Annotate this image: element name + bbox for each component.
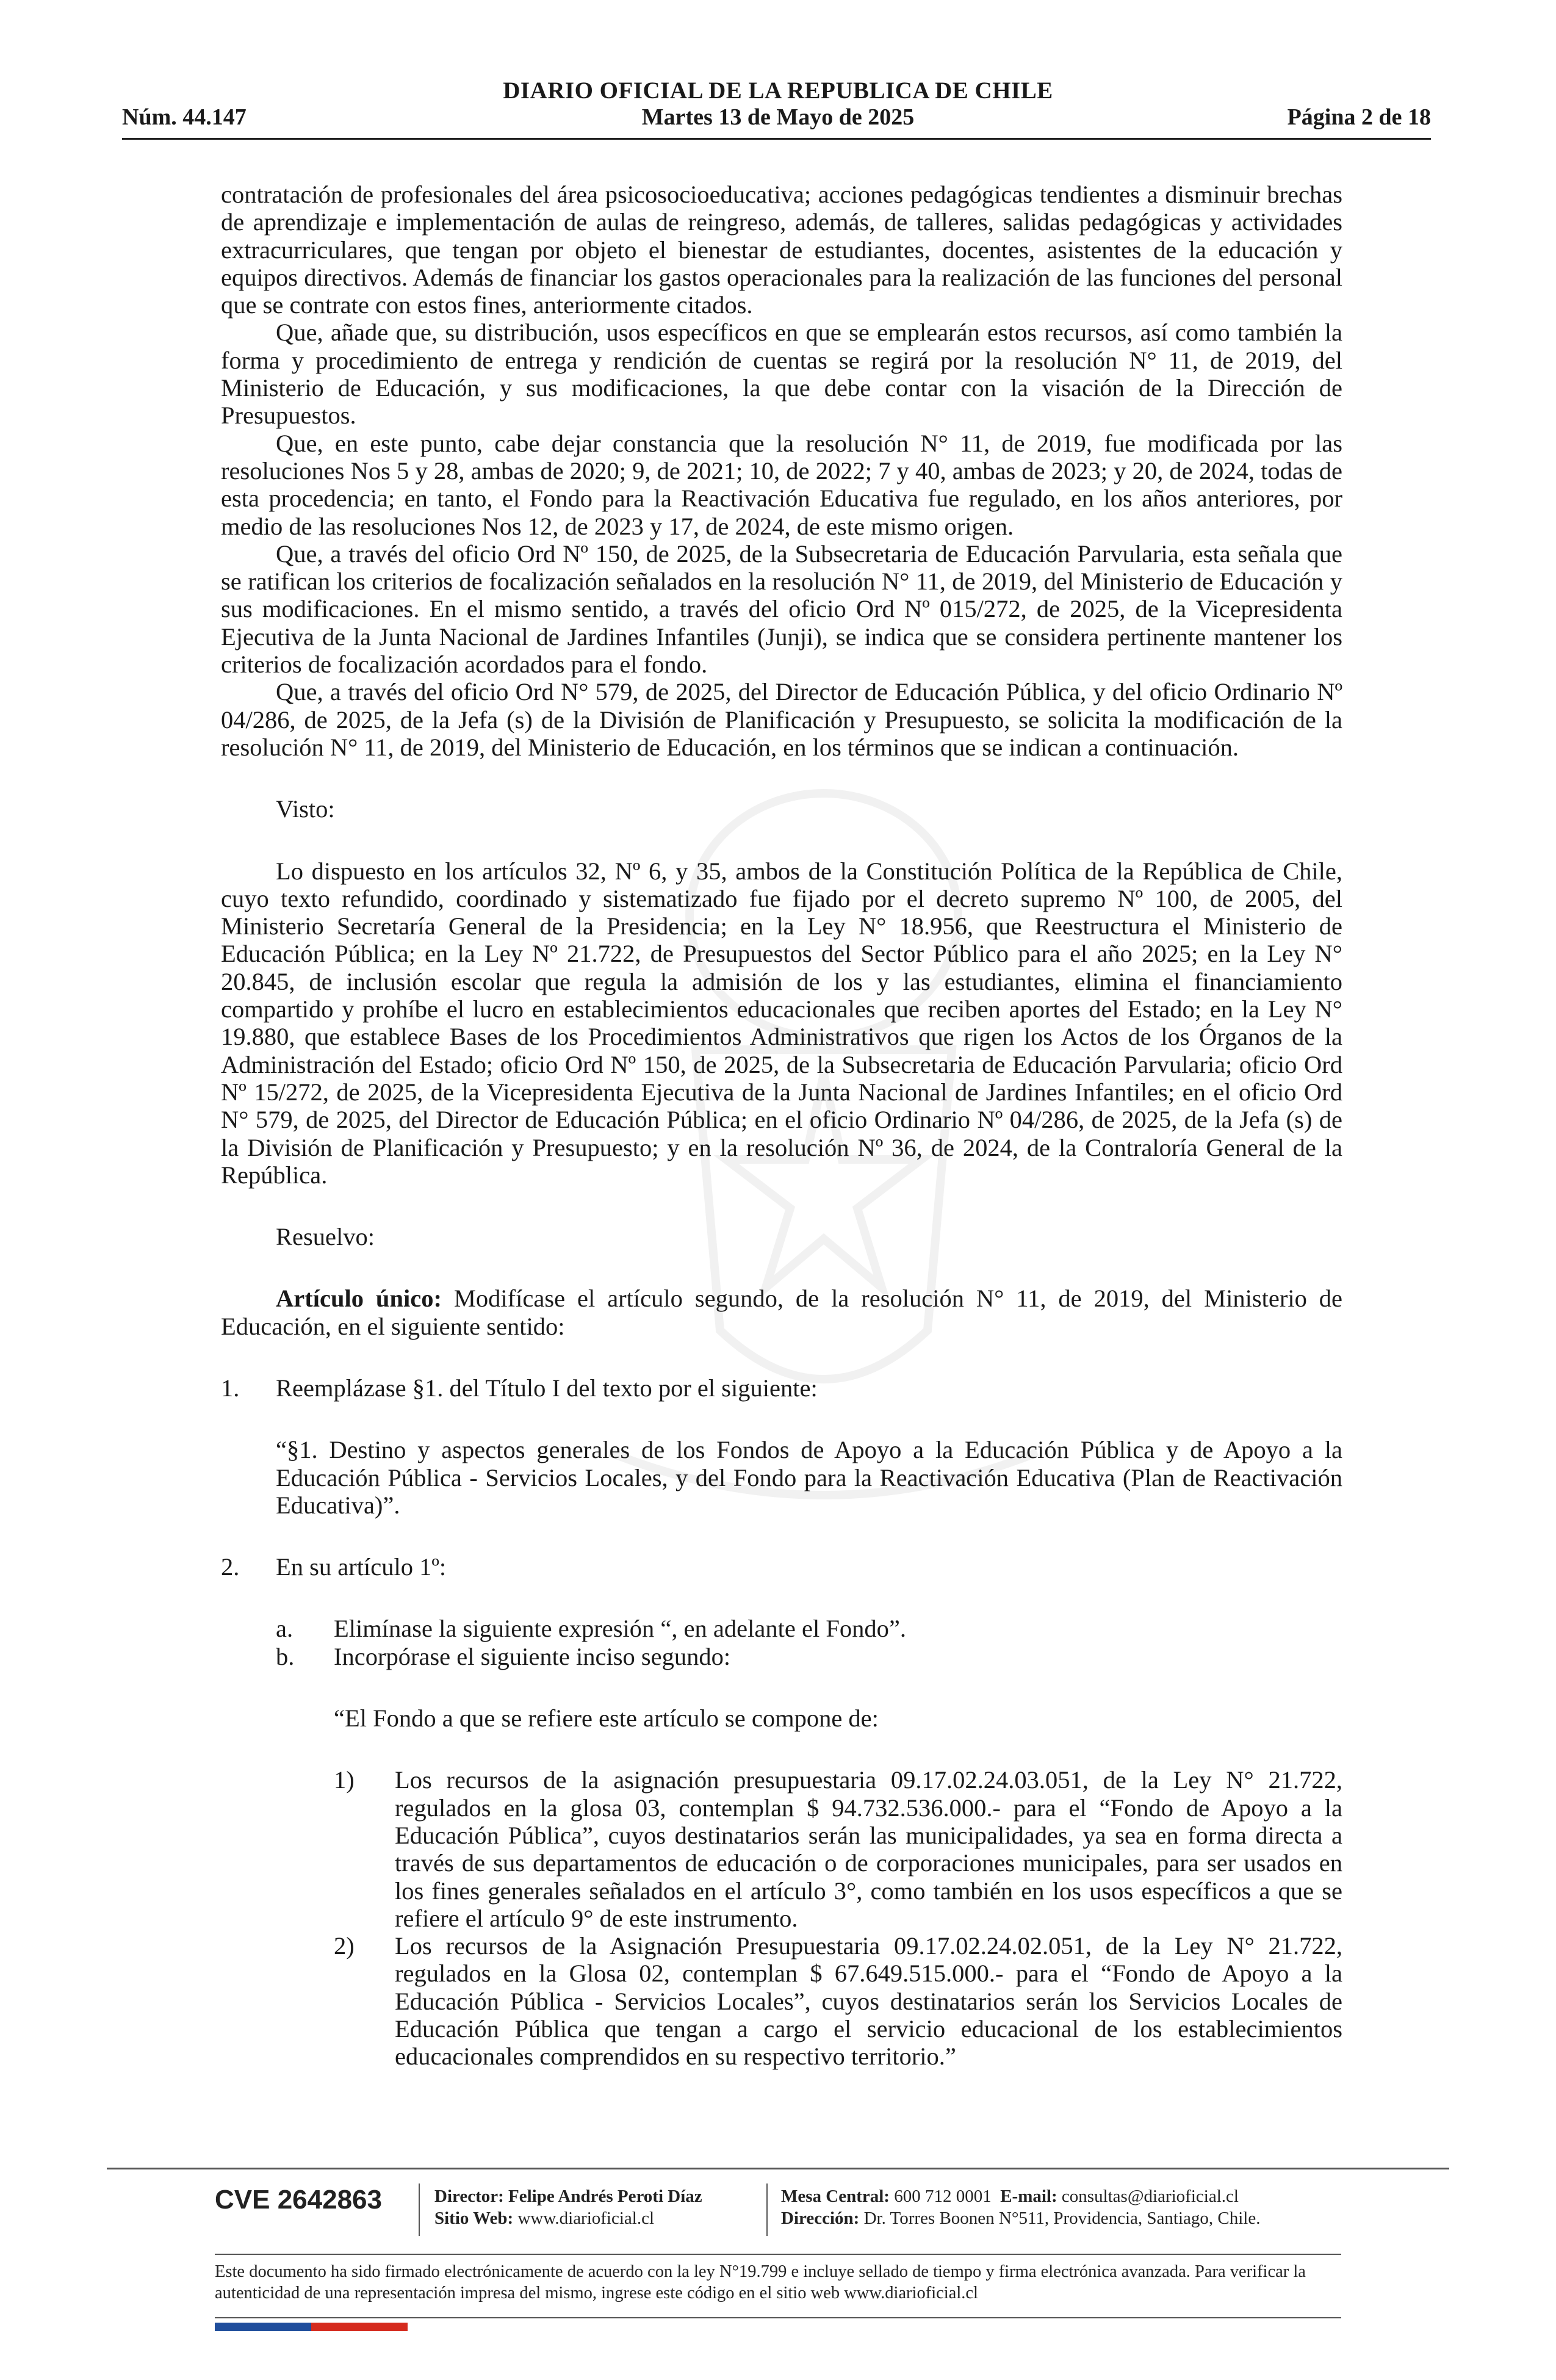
list-item-2-number: 2. <box>221 1553 240 1581</box>
document-body <box>221 181 1342 2071</box>
paragraph-modifications: Que, en este punto, cabe dejar constancia que la resolución N° 11, de 2019, fue modificada por las resoluciones Nos 5 y 28, ambas de 2020; 9, de 2021; 10, de 2022; 7 y 40, ambas de 2023; y 20, de 2024, todas de esta procedencia; en tanto, el Fondo para la Reactivación Educativa fue regulado, en los años anteriores, por medio de las resoluciones Nos 12, de 2023 y 17, de 2024, de este mismo origen. <box>221 429 1342 540</box>
footer-divider-top <box>107 2168 1449 2169</box>
address-label: Dirección: <box>781 2209 860 2228</box>
sub-item-a-label: a. <box>276 1615 294 1643</box>
website-label: Sitio Web: <box>434 2209 514 2228</box>
list-item-1-text: Reemplázase §1. del Título I del texto por el siguiente: <box>276 1374 818 1402</box>
numbered-item-1 <box>221 1766 1342 1932</box>
paragraph-oficio-150: Que, a través del oficio Ord Nº 150, de 2025, de la Subsecretaria de Educación Parvularia, esta señala que se ratifican los criterios de focalización señalados en la resolución N° 11, de 2019, del Ministerio de Educación y sus modificaciones. En el mismo sentido, a través del oficio Ord Nº 015/272, de 2025, de la Vicepresidenta Ejecutiva de la Junta Nacional de Jardines Infantiles (Junji), se indica que se considera pertinente mantener los criterios de focalización acordados para el fondo. <box>221 539 1342 679</box>
issue-date: Martes 13 de Mayo de 2025 <box>641 104 915 130</box>
sub-item-a-text: Elimínase la siguiente expresión “, en adelante el Fondo”. <box>334 1615 906 1643</box>
visto-text: Lo dispuesto en los artículos 32, Nº 6, y 35, ambos de la Constitución Política de la República de Chile, cuyo texto refundido, coordinado y sistematizado fue fijado por el decreto supremo Nº 100, de 2005, del Ministerio Secretaría General de la Presidencia; en la Ley N° 18.956, que Reestructura el Ministerio de Educación Pública; en la Ley Nº 21.722, de Presupuestos del Sector Público para el año 2025; en la Ley N° 20.845, de inclusión escolar que regula la admisión de los y las estudiantes, elimina el financiamiento compartido y prohíbe el lucro en establecimientos educacionales que reciben aportes del Estado; en la Ley N° 19.880, que establece Bases de los Procedimientos Administrativos que rigen los Actos de los Órganos de la Administración del Estado; oficio Ord Nº 150, de 2025, de la Subsecretaria de Educación Parvularia; oficio Ord Nº 15/272, de 2025, de la Vicepresidenta Ejecutiva de la Junta Nacional de Jardines Infantiles; en el oficio Ord N° 579, de 2025, del Director de Educación Pública; en el oficio Ordinario Nº 04/286, de 2025, de la Jefa (s) de la División de Planificación y Presupuesto; y en la resolución Nº 36, de 2024, de la Contraloría General de la República. <box>221 857 1342 1189</box>
numbered-item-2-text: Los recursos de la Asignación Presupuestaria 09.17.02.24.02.051, de la Ley N° 21.722, regulados en la Glosa 02, contemplan $ 67.649.515.000.- para el “Fondo de Apoyo a la Educación Pública - Servicios Locales”, cuyos destinatarios serán los Servicios Locales de Educación Pública que tengan a cargo el servicio educacional de los establecimientos educacionales comprendidos en su respectivo territorio.” <box>395 1932 1342 2071</box>
chile-flag-bar-icon <box>215 2323 408 2331</box>
resuelvo-heading: Resuelvo: <box>276 1223 375 1251</box>
email-link[interactable]: consultas@diarioficial.cl <box>1061 2187 1239 2206</box>
website-link[interactable]: www.diarioficial.cl <box>517 2209 655 2228</box>
email-label: E-mail: <box>1000 2187 1057 2206</box>
sub-item-b-quote: “El Fondo a que se refiere este artículo se compone de: <box>334 1704 879 1733</box>
director-label: Director: <box>434 2187 504 2206</box>
sub-item-b <box>221 1643 1342 1670</box>
list-item-2 <box>221 1553 1342 1581</box>
page-number: Página 2 de 18 <box>1287 104 1431 130</box>
numbered-item-1-label: 1) <box>334 1766 355 1794</box>
numbered-item-1-text: Los recursos de la asignación presupuestaria 09.17.02.24.03.051, de la Ley N° 21.722, regulados en la glosa 03, contemplan $ 94.732.536.000.- para el “Fondo de Apoyo a la Educación Pública”, cuyos destinatarios serán las municipalidades, ya sea en forma directa a través de sus departamentos de educación o de corporaciones municipales, para ser usados en los fines generales señalados en el artículo 3°, como también en los usos específicos a que se refiere el artículo 9° de este instrumento. <box>395 1766 1342 1932</box>
address-text: Dr. Torres Boonen N°511, Providencia, Santiago, Chile. <box>863 2209 1261 2228</box>
footer-divider-middle <box>215 2254 1341 2255</box>
numbered-item-2 <box>221 1932 1342 2070</box>
sub-item-b-text: Incorpórase el siguiente inciso segundo: <box>334 1642 731 1670</box>
footer-contact-block <box>781 2185 1260 2229</box>
list-item-1-number: 1. <box>221 1374 240 1402</box>
phone-number: 600 712 0001 <box>894 2187 992 2206</box>
director-name: Felipe Andrés Peroti Díaz <box>508 2187 702 2206</box>
list-item-1 <box>221 1374 1342 1402</box>
newspaper-title: DIARIO OFICIAL DE LA REPUBLICA DE CHILE <box>503 78 1053 104</box>
articulo-unico <box>221 1285 1342 1340</box>
footer-separator <box>419 2183 420 2236</box>
list-item-1-quote: “§1. Destino y aspectos generales de los Fondos de Apoyo a la Educación Pública y de Apoyo a la Educación Pública - Servicios Locales, y del Fondo para la Reactivación Educativa (Plan de Reactivación Educativa)”. <box>276 1436 1342 1519</box>
paragraph-continuation: contratación de profesionales del área psicosocioeducativa; acciones pedagógicas tendientes a disminuir brechas de aprendizaje e implementación de aulas de reingreso, además, de talleres, salidas pedagógicas y actividades extracurriculares, que tengan por objeto el bienestar de estudiantes, docentes, asistentes de la educación y equipos directivos. Además de financiar los gastos operacionales para la realización de las funciones del personal que se contrate con estos fines, anteriormente citados. <box>221 181 1342 319</box>
articulo-unico-text: Modifícase el artículo segundo, de la resolución N° 11, de 2019, del Ministerio de Educación, en el siguiente sentido: <box>221 1285 1342 1340</box>
visto-heading: Visto: <box>276 795 335 823</box>
articulo-unico-label: Artículo único: <box>276 1285 442 1313</box>
electronic-signature-note: Este documento ha sido firmado electrónicamente de acuerdo con la ley N°19.799 e incluye sellado de tiempo y firma electrónica avanzada. Para verificar la autenticidad de una representación impresa del mismo, ingrese este código en el sitio web www.diarioficial.cl <box>215 2262 1306 2302</box>
issue-number: Núm. 44.147 <box>122 104 247 130</box>
list-item-2-text: En su artículo 1º: <box>276 1553 447 1581</box>
numbered-item-2-label: 2) <box>334 1932 355 1960</box>
footer-separator <box>766 2183 768 2236</box>
paragraph-oficio-579: Que, a través del oficio Ord N° 579, de 2025, del Director de Educación Pública, y del oficio Ordinario Nº 04/286, de 2025, de la Jefa (s) de la División de Planificación y Presupuesto, se solicita la modificación de la resolución N° 11, de 2019, del Ministerio de Educación, en los términos que se indican a continuación. <box>221 678 1342 761</box>
header-divider <box>122 138 1431 140</box>
sub-item-a <box>221 1615 1342 1642</box>
paragraph-distribution: Que, añade que, su distribución, usos específicos en que se emplearán estos recursos, así como también la forma y procedimiento de entrega y rendición de cuentas se regirá por la resolución N° 11, de 2019, del Ministerio de Educación, y sus modificaciones, la que debe contar con la visación de la Dirección de Presupuestos. <box>221 319 1342 430</box>
footer-divider-bottom <box>215 2317 1341 2318</box>
cve-code: CVE 2642863 <box>215 2185 382 2215</box>
phone-label: Mesa Central: <box>781 2187 890 2206</box>
sub-item-b-label: b. <box>276 1642 295 1670</box>
footer-director-block <box>434 2185 702 2229</box>
